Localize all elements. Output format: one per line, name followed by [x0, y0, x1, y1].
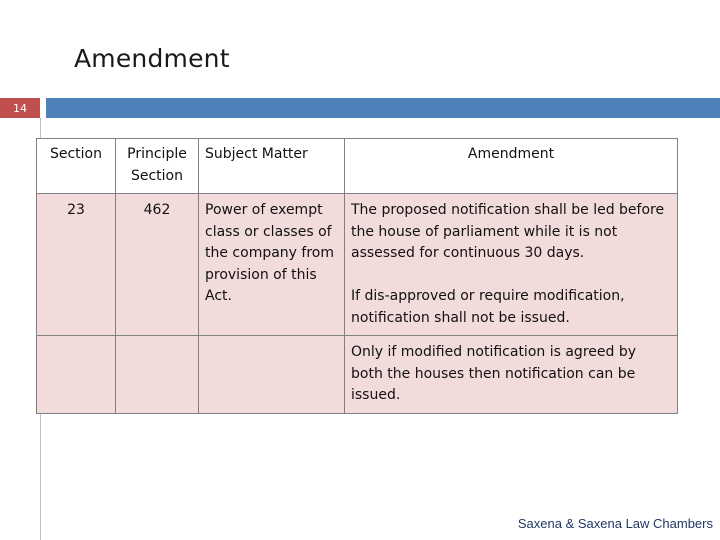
- slide-number: 14: [13, 101, 27, 115]
- cell-section: [37, 336, 116, 414]
- slide-number-badge: [0, 98, 40, 118]
- header-principle-section: [116, 139, 199, 194]
- cell-principle-section: 462: [116, 194, 199, 336]
- header-accent-bar: [46, 98, 720, 118]
- amendment-paragraph: Only if modified notification is agreed by both the houses then notification can be issued.: [351, 344, 636, 403]
- header-subject-matter: Subject Matter: [199, 139, 345, 194]
- table-row: [37, 336, 678, 414]
- amendment-paragraph: If dis-approved or require modification, notification shall not be issued.: [351, 288, 625, 326]
- amendment-paragraph: The proposed notification shall be led before the house of parliament while it is not assessed for continuous 30 days.: [351, 202, 665, 261]
- cell-subject-matter: [199, 336, 345, 414]
- header-principle-line2: Section: [130, 167, 183, 184]
- header-principle-line1: Principle: [127, 146, 187, 162]
- cell-amendment: [345, 194, 678, 336]
- header-section: Section: [37, 139, 116, 194]
- cell-section: 23: [37, 194, 116, 336]
- footer-credit: Saxena & Saxena Law Chambers: [517, 516, 713, 531]
- table-row: [37, 194, 678, 336]
- cell-amendment: [345, 336, 678, 414]
- slide-title: Amendment: [74, 44, 230, 73]
- cell-principle-section: [116, 336, 199, 414]
- table-header-row: [37, 139, 678, 194]
- amendment-table: [36, 138, 678, 414]
- header-amendment: Amendment: [345, 139, 678, 194]
- cell-subject-matter: Power of exempt class or classes of the company from provision of this Act.: [199, 194, 345, 336]
